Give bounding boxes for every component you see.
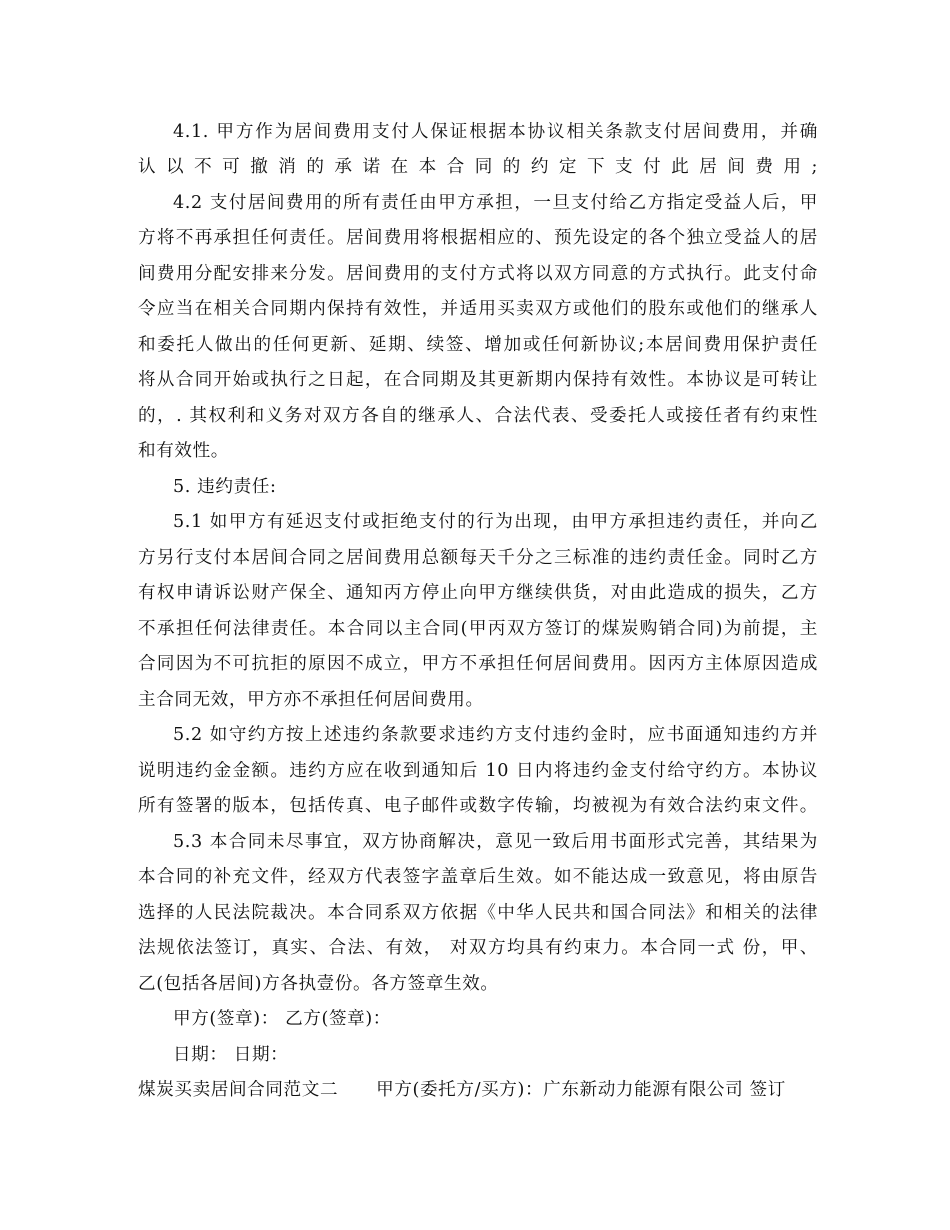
- text-line: 选择的人民法院裁决。本合同系双方依据《中华人民共和国合同法》和相关的法律: [138, 903, 818, 923]
- closing-line: [138, 1078, 818, 1102]
- text-line: 不承担任何法律责任。本合同以主合同(甲丙双方签订的煤炭购销合同)为前提，主: [138, 619, 818, 639]
- party-a-info: 甲方(委托方/买方)：广东新动力能源有限公司 签订: [376, 1080, 786, 1100]
- text-line: 乙(包括各居间)方各执壹份。各方签章生效。: [138, 974, 499, 994]
- text-line: 令应当在相关合同期内保持有效性，并适用买卖双方或他们的股东或他们的继承人: [138, 299, 818, 319]
- text-line: 有权申请诉讼财产保全、通知丙方停止向甲方继续供货，对由此造成的损失，乙方: [138, 583, 818, 603]
- text-line: 本合同的补充文件，经双方代表签字盖章后生效。如不能达成一致意见，将由原告: [138, 867, 818, 887]
- date-line: 日期： 日期：: [173, 1045, 289, 1065]
- text-line: 法规依法签订，真实、合法、有效， 对双方均具有约束力。本合同一式 份，甲、: [138, 938, 818, 958]
- text-line: 间费用分配安排来分发。居间费用的支付方式将以双方同意的方式执行。此支付命: [138, 264, 818, 284]
- text-line: 将从合同开始或执行之日起，在合同期及其更新期内保持有效性。本协议是可转让: [138, 370, 818, 390]
- signature-line: 甲方(签章)： 乙方(签章)：: [173, 1009, 391, 1029]
- text-line: 认以不可撤消的承诺在本合同的约定下支付此居间费用;: [138, 157, 818, 177]
- text-line: 4.1. 甲方作为居间费用支付人保证根据本协议相关条款支付居间费用，并确: [173, 122, 818, 142]
- text-line: 4.2 支付居间费用的所有责任由甲方承担，一旦支付给乙方指定受益人后，甲: [173, 193, 818, 213]
- text-line: 和委托人做出的任何更新、延期、续签、增加或任何新协议;本居间费用保护责任: [138, 335, 818, 355]
- text-line: 合同因为不可抗拒的原因不成立，甲方不承担任何居间费用。因丙方主体原因造成: [138, 654, 818, 674]
- section-heading: 5. 违约责任:: [173, 477, 277, 497]
- text-line: 主合同无效，甲方亦不承担任何居间费用。: [138, 690, 484, 710]
- text-line: 的，. 其权利和义务对双方各自的继承人、合法代表、受委托人或接任者有约束性: [138, 406, 818, 426]
- text-line: 所有签署的版本，包括传真、电子邮件或数字传输，均被视为有效合法约束文件。: [138, 796, 818, 816]
- text-line: 说明违约金金额。违约方应在收到通知后 10 日内将违约金支付给守约方。本协议: [138, 761, 818, 781]
- text-line: 5.3 本合同未尽事宜，双方协商解决，意见一致后用书面形式完善，其结果为: [173, 832, 818, 852]
- text-line: 5.1 如甲方有延迟支付或拒绝支付的行为出现，由甲方承担违约责任，并向乙: [173, 512, 818, 532]
- text-line: 5.2 如守约方按上述违约条款要求违约方支付违约金时，应书面通知违约方并: [173, 725, 818, 745]
- text-line: 方将不再承担任何责任。居间费用将根据相应的、预先设定的各个独立受益人的居: [138, 228, 818, 248]
- text-line: 方另行支付本居间合同之居间费用总额每天千分之三标准的违约责任金。同时乙方: [138, 548, 818, 568]
- text-line: 和有效性。: [138, 441, 229, 461]
- next-doc-title: 煤炭买卖居间合同范文二: [138, 1080, 339, 1100]
